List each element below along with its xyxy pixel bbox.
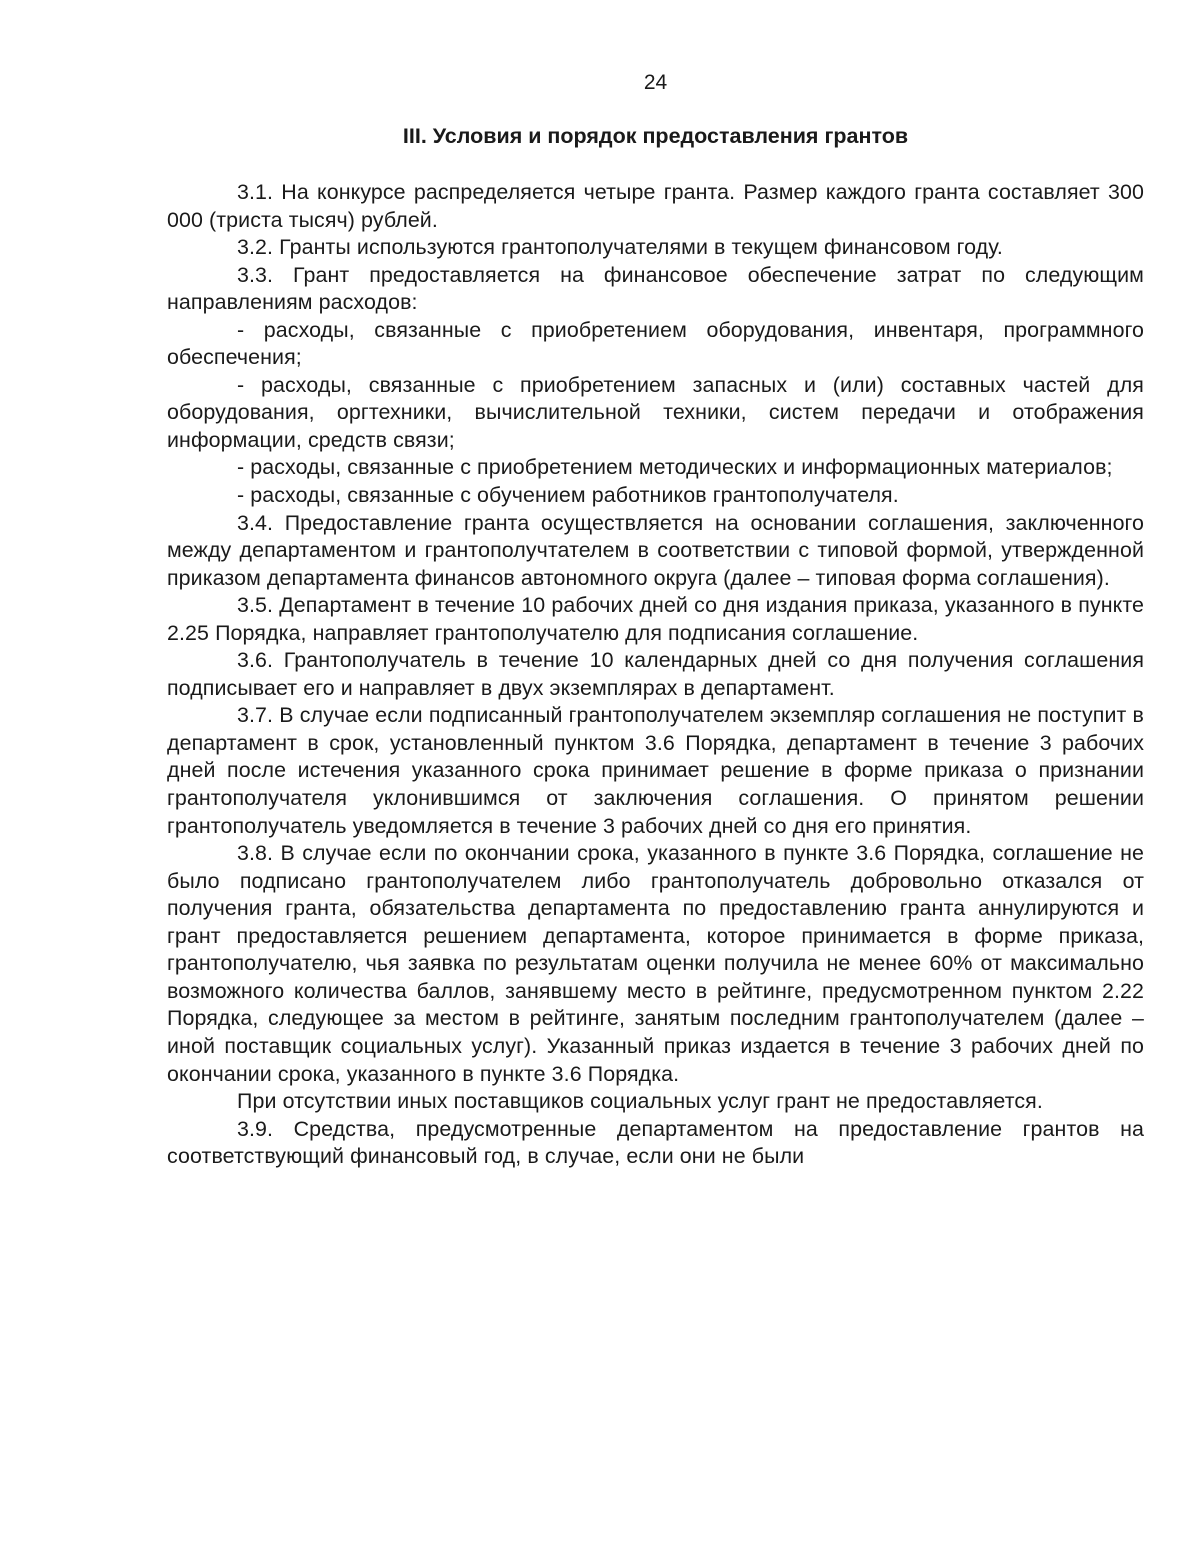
paragraph-3-4: 3.4. Предоставление гранта осуществляется на основании соглашения, заключенного между департаментом и грантополучтателем в соответствии с типовой формой, утвержденной приказом департамента финансов автономного округа (далее – типовая форма соглашения).: [167, 510, 1144, 590]
paragraph-3-3: 3.3. Грант предоставляется на финансовое обеспечение затрат по следующим направлениям расходов:: [167, 262, 1144, 315]
list-item-spare-parts-expenses: - расходы, связанные с приобретением запасных и (или) составных частей для оборудования, оргтехники, вычислительной техники, систем передачи и отображения информации, средств связи;: [167, 372, 1144, 452]
section-title: III. Условия и порядок предоставления грантов: [402, 124, 909, 148]
list-item-equipment-expenses: - расходы, связанные с приобретением оборудования, инвентаря, программного обеспечения;: [167, 317, 1144, 370]
list-item-training-expenses: - расходы, связанные с обучением работников грантополучателя.: [237, 483, 899, 508]
list-item-materials-expenses: - расходы, связанные с приобретением методических и информационных материалов;: [237, 455, 1113, 480]
paragraph-3-2: 3.2. Гранты используются грантополучателями в текущем финансовом году.: [237, 235, 1003, 260]
paragraph-no-other-providers: При отсутствии иных поставщиков социальных услуг грант не предоставляется.: [237, 1089, 1043, 1114]
paragraph-3-9: 3.9. Средства, предусмотренные департаментом на предоставление грантов на соответствующий финансовый год, в случае, если они не были: [167, 1116, 1144, 1169]
document-body: [167, 179, 1144, 1171]
paragraph-3-5: 3.5. Департамент в течение 10 рабочих дней со дня издания приказа, указанного в пункте 2.25 Порядка, направляет грантополучателю для подписания соглашение.: [167, 593, 1144, 645]
paragraph-3-8: 3.8. В случае если по окончании срока, указанного в пункте 3.6 Порядка, соглашение не было подписано грантополучателем либо грантополучатель добровольно отказался от получения гранта, обязательства департамента по предоставлению гранта аннулируются и грант предоставляется решением департамента, которое принимается в форме приказа, грантополучателю, чья заявка по результатам оценки получила не менее 60% от максимально возможного количества баллов, занявшему место в рейтинге, предусмотренном пунктом 2.22 Порядка, следующее за местом в рейтинге, занятым последним грантополучателем (далее – иной поставщик социальных услуг). Указанный приказ издается в течение 3 рабочих дней по окончании срока, указанного в пункте 3.6 Порядка.: [167, 841, 1144, 1086]
paragraph-3-1: 3.1. На конкурсе распределяется четыре гранта. Размер каждого гранта составляет 300 000 (триста тысяч) рублей.: [167, 180, 1144, 232]
paragraph-3-7: 3.7. В случае если подписанный грантополучателем экземпляр соглашения не поступит в департамент в срок, установленный пунктом 3.6 Порядка, департамент в течение 3 рабочих дней после истечения указанного срока принимает решение в форме приказа о признании грантополучателя уклонившимся от заключения соглашения. О принятом решении грантополучатель уведомляется в течение 3 рабочих дней со дня его принятия.: [167, 703, 1144, 838]
paragraph-3-6: 3.6. Грантополучатель в течение 10 календарных дней со дня получения соглашения подписывает его и направляет в двух экземплярах в департамент.: [167, 648, 1144, 700]
page-number: 24: [643, 71, 668, 94]
